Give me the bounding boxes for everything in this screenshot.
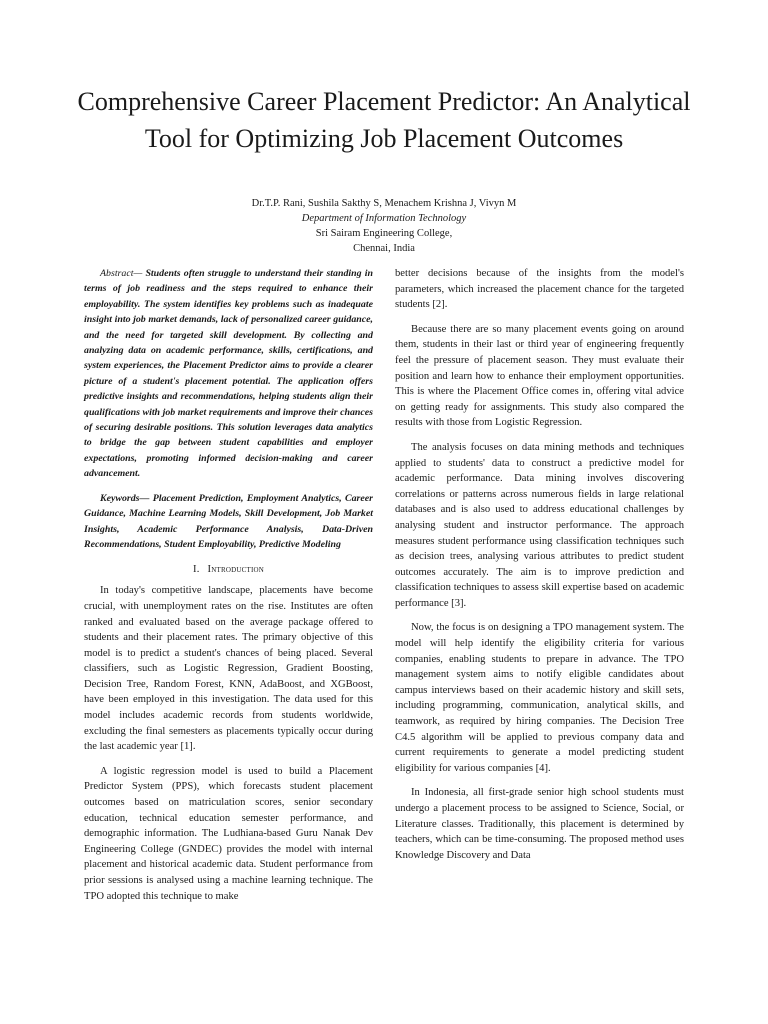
affiliation-location: Chennai, India (353, 243, 415, 254)
intro-paragraph-3: Because there are so many placement events going on around them, students in their last or third year of engineering frequently feel the pressure of placement season. They must evaluate their position and learn how to enhance their employment opportunities. This is where the Placement Office comes in, offering vital advice on getting ready for assignments. This study also compared the results with those from Logistic Regression. (395, 323, 684, 429)
intro-paragraph-1: In today's competitive landscape, placements have become crucial, with unemployment rates on the rise. Institutes are often ranked and evaluated based on the average package offered to students and their placement rates. The primary objective of this model is to predict a student's chances of being placed. Several classifiers, such as Logistic Regression, Gradient Boosting, Decision Tree, Random Forest, KNN, AdaBoost, and XGBoost, have been employed in this investigation. The data used for this model includes academic records from students worldwide, excluding the final semesters as placements typically occur during the last academic year [1]. (84, 585, 373, 753)
author-names: Dr.T.P. Rani, Sushila Sakthy S, Menachem Krishna J, Vivyn M (251, 198, 517, 209)
intro-paragraph-5: Now, the focus is on designing a TPO management system. The model will help identify the eligibility criteria for various companies, enabling students to prepare in advance. The TPO management system aims to notify eligible candidates about campus interviews based on their academic history and skill sets, including programming, communication, analytical skills, and teamwork, as required by hiring companies. The Decision Tree C4.5 algorithm will be applied to previous company data and current requirements to generate a model predicting student eligibility for various companies [4]. (395, 622, 684, 774)
affiliation-institution: Sri Sairam Engineering College, (315, 228, 453, 239)
author-block (84, 196, 684, 256)
paper-title: Comprehensive Career Placement Predictor: An Analytical Tool for Optimizing Job Placement Outcomes (77, 87, 691, 154)
intro-paragraph-2-continued: better decisions because of the insights from the model's parameters, which increased the placement chance for the targeted students [2]. (395, 268, 684, 311)
keywords-label: Keywords— (100, 492, 150, 504)
keywords (84, 491, 373, 553)
abstract-label: Abstract— (100, 268, 143, 279)
right-column (395, 266, 684, 872)
abstract-text: Students often struggle to understand their standing in terms of job readiness and the steps required to enhance their employability. The system identifies key problems such as inadequate insight into job market demands, lack of personalized career guidance, and the need for targeted skill development. By collecting and analyzing data on academic performance, skills, certifications, and system experiences, the Placement Predictor aims to provide a clearer picture of a student's placement potential. The application offers predictive insights and recommendations, helping students align their qualifications with job market requirements and improve their chances of securing desirable positions. This solution leverages data analytics to bridge the gap between student capabilities and employer expectations, promoting informed decision-making and career advancement. (84, 268, 373, 480)
section-number: I. (192, 564, 200, 576)
affiliation-department: Department of Information Technology (301, 213, 467, 224)
intro-paragraph-6: In Indonesia, all first-grade senior high school students must undergo a placement process to be assigned to Science, Social, or Literature classes. Traditionally, this placement is determined by teachers, which can be time-consuming. The proposed method uses Knowledge Discovery and Data (395, 787, 684, 861)
left-column (84, 266, 373, 913)
intro-paragraph-4: The analysis focuses on data mining methods and techniques applied to students' data to construct a predictive model for academic performance. Data mining involves discovering correlations or patterns across numerous fields in large relational databases and is also used to address educational challenges by analysing student and instructor performance. The approach measures student performance using classification techniques such as decision trees, analysing various attributes to predict student outcomes accurately. The aim is to improve prediction and classification techniques to assess skill expertise based on academic performance [3]. (395, 441, 684, 609)
section-title: Introduction (207, 564, 265, 576)
intro-paragraph-2: A logistic regression model is used to build a Placement Predictor System (PPS), which forecasts student placement outcomes based on matriculation scores, senior secondary education, technical education semester performance, and demographic information. The Ludhiana-based Guru Nanak Dev Engineering College (GNDEC) provides the model with internal placement and historical academic data. Student performance from prior sessions is analysed using a machine learning technique. The TPO adopted this technique to make (84, 765, 373, 902)
abstract (84, 266, 373, 482)
keywords-text: Placement Prediction, Employment Analytics, Career Guidance, Machine Learning Models, Skill Development, Job Market Insights, Academic Performance Analysis, Data-Driven Recommendations, Student Employability, Predictive Modeling (84, 492, 373, 550)
section-heading-introduction (84, 562, 373, 577)
